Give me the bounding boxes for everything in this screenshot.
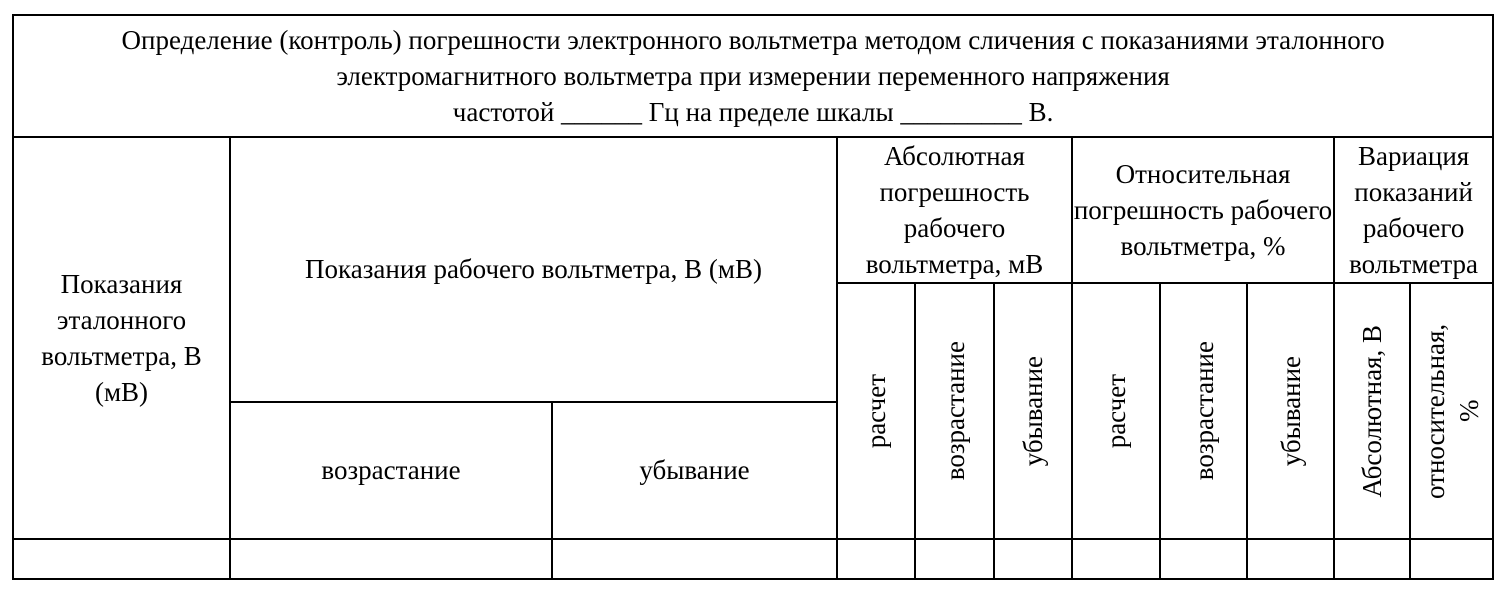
data-cell[interactable] bbox=[1072, 539, 1160, 579]
abs-calc-header bbox=[837, 283, 915, 539]
data-cell[interactable] bbox=[13, 539, 230, 579]
rel-increase-header bbox=[1160, 283, 1247, 539]
rel-decrease-header bbox=[1247, 283, 1334, 539]
data-cell[interactable] bbox=[837, 539, 915, 579]
data-cell[interactable] bbox=[552, 539, 837, 579]
data-cell[interactable] bbox=[915, 539, 994, 579]
data-cell[interactable] bbox=[230, 539, 552, 579]
header-reference-voltmeter: Показания эталонного вольтметра, В (мВ) bbox=[13, 137, 230, 539]
var-relative-label: относительная, % bbox=[1419, 323, 1484, 499]
header-variation: Вариация показаний рабочего вольтметра bbox=[1334, 137, 1493, 283]
data-cell[interactable] bbox=[1334, 539, 1410, 579]
title-line-1: Определение (контроль) погрешности электронного вольтметра методом сличения с показаниями эталонного bbox=[121, 25, 1385, 55]
data-cell[interactable] bbox=[1247, 539, 1334, 579]
table-title bbox=[13, 15, 1493, 137]
rel-increase-label: возрастание bbox=[1188, 341, 1219, 481]
var-relative-header bbox=[1410, 283, 1493, 539]
abs-decrease-label: убывание bbox=[1018, 355, 1048, 467]
var-absolute-label: Абсолютная, В bbox=[1357, 324, 1387, 498]
var-absolute-header bbox=[1334, 283, 1410, 539]
header-increase: возрастание bbox=[230, 402, 552, 539]
abs-increase-header bbox=[915, 283, 994, 539]
title-line-3: частотой ______ Гц на пределе шкалы _________ В. bbox=[452, 97, 1054, 127]
header-absolute-error: Абсолютная погрешность рабочего вольтметра, мВ bbox=[837, 137, 1072, 283]
rel-calc-label: расчет bbox=[1101, 373, 1131, 449]
table-row bbox=[13, 539, 1493, 579]
abs-calc-label: расчет bbox=[861, 373, 891, 449]
abs-increase-label: возрастание bbox=[939, 341, 970, 481]
abs-decrease-header bbox=[994, 283, 1072, 539]
header-relative-error: Относительная погрешность рабочего вольтметра, % bbox=[1072, 137, 1334, 283]
data-cell[interactable] bbox=[1160, 539, 1247, 579]
header-decrease: убывание bbox=[552, 402, 837, 539]
rel-decrease-label: убывание bbox=[1275, 355, 1306, 467]
rel-calc-header bbox=[1072, 283, 1160, 539]
header-working-voltmeter: Показания рабочего вольтметра, В (мВ) bbox=[230, 137, 837, 402]
error-determination-table bbox=[12, 14, 1494, 580]
title-line-2: электромагнитного вольтметра при измерении переменного напряжения bbox=[336, 61, 1170, 91]
data-cell[interactable] bbox=[1410, 539, 1493, 579]
data-cell[interactable] bbox=[994, 539, 1072, 579]
